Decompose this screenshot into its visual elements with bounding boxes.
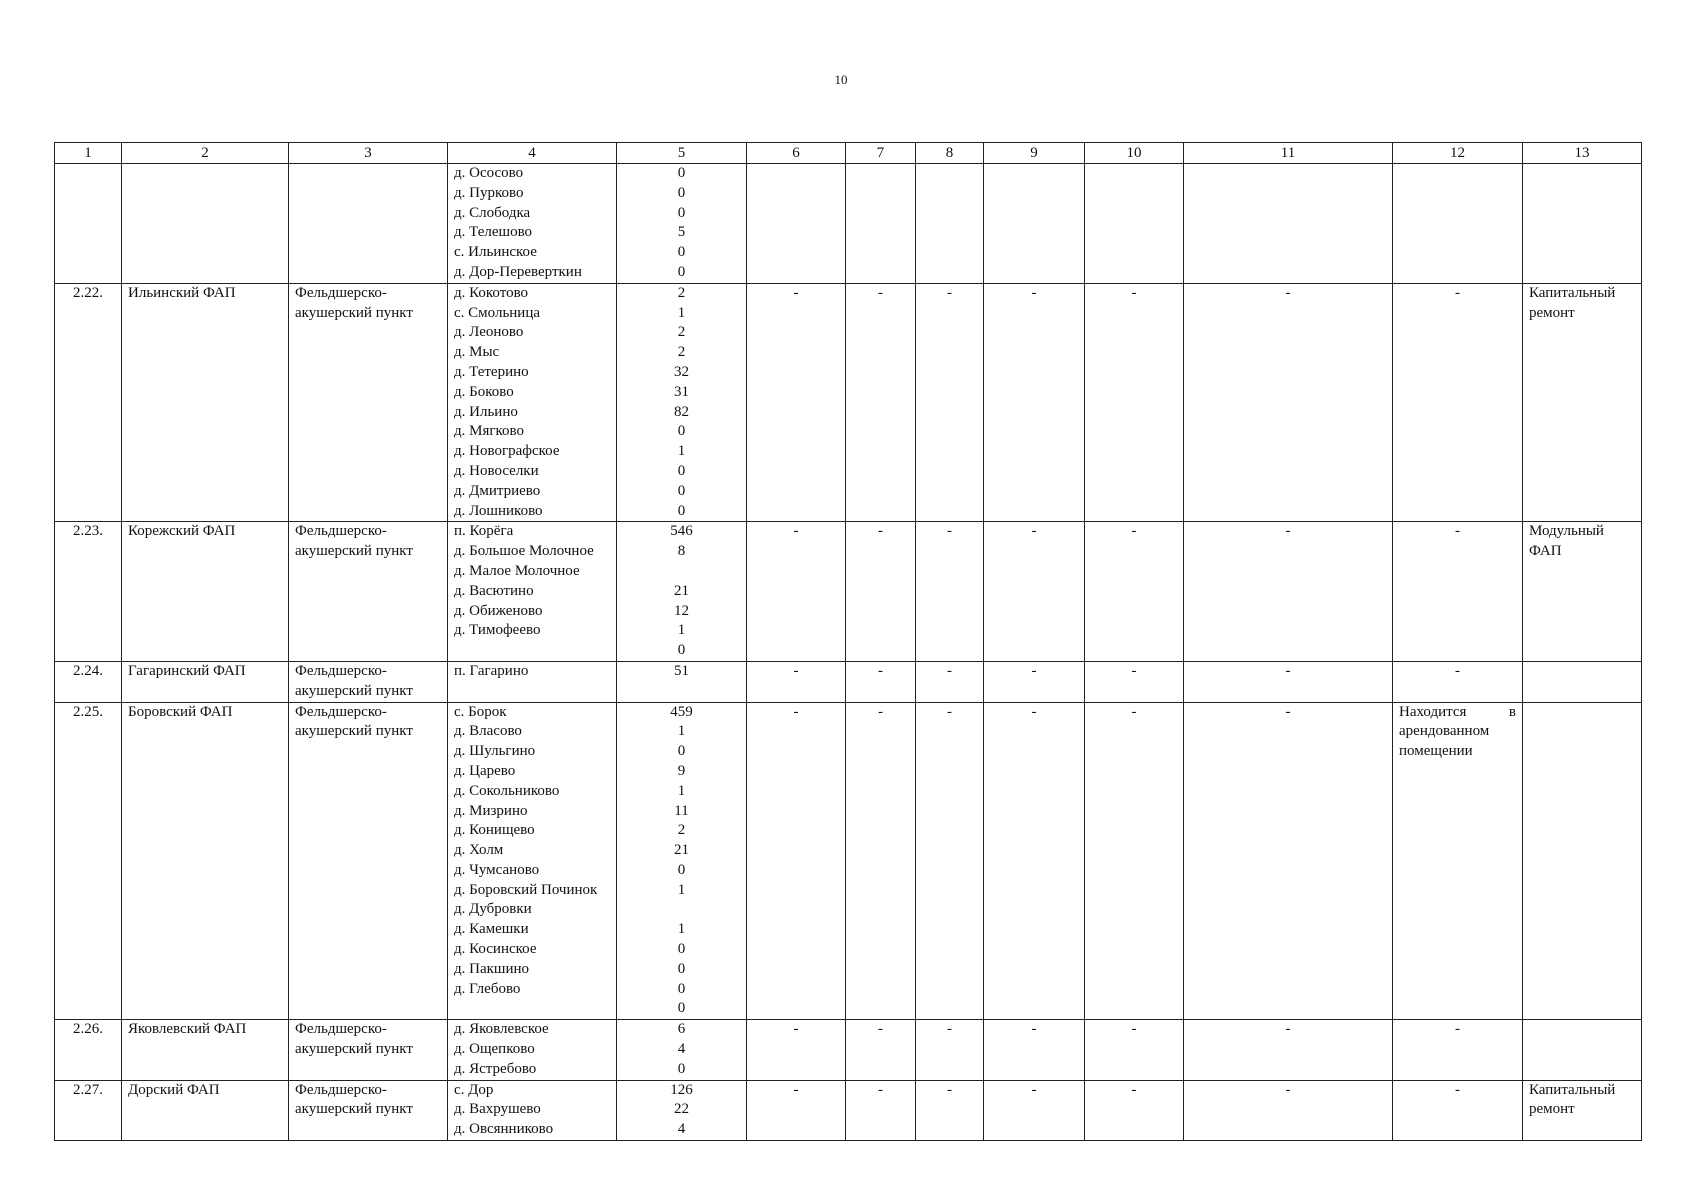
population-value: 2 [677,822,686,839]
facility-register-table [54,142,1642,1141]
values-cell [617,522,747,662]
row-number: 2.23. [55,522,122,662]
status-note-cell: Находится в арендованном помещении [1393,702,1523,1020]
settlement-name: с. Борок [454,703,507,720]
note-cell [1523,1020,1642,1080]
settlement-name: д. Дор-Переверткин [454,263,582,280]
population-value: 4 [677,1041,686,1058]
header-cell: 12 [1393,143,1523,164]
dash-cell: - [1085,1020,1184,1080]
population-value: 22 [674,1101,689,1118]
values-cell [617,283,747,522]
facility-type: Фельдшерско-акушерский пункт [289,283,448,522]
dash-cell: - [846,283,916,522]
row-number: 2.24. [55,661,122,702]
dash-cell: - [916,702,984,1020]
population-value: 0 [677,244,686,261]
population-value: 2 [677,284,686,301]
population-value: 0 [677,502,686,519]
dash-cell: - [1184,1080,1393,1140]
dash-cell: - [1393,661,1523,702]
settlement-name: д. Васютино [454,582,534,599]
header-row [55,143,1642,164]
settlement-name: д. Дубровки [454,901,532,918]
settlement-name: д. Холм [454,842,504,859]
dash-cell: - [1184,702,1393,1020]
dash-cell: - [984,702,1085,1020]
header-cell: 6 [747,143,846,164]
population-value: 0 [677,423,686,440]
dash-cell: - [747,1020,846,1080]
population-value: 1 [677,304,686,321]
dash-cell: - [846,1080,916,1140]
settlements-cell [448,1080,617,1140]
dash-cell: - [1393,1080,1523,1140]
note-cell: Модульный ФАП [1523,522,1642,662]
dash-cell: - [916,661,984,702]
dash-cell: - [846,1020,916,1080]
dash-cell: - [916,283,984,522]
population-value: 1 [677,723,686,740]
dash-cell: - [1184,522,1393,662]
population-value: 12 [674,602,689,619]
header-cell: 7 [846,143,916,164]
population-value: 0 [677,1060,686,1077]
values-cell [617,661,747,702]
dash-cell: - [916,522,984,662]
facility-name: Дорский ФАП [122,1080,289,1140]
settlement-name: п. Гагарино [454,662,529,679]
population-value: 5 [677,224,686,241]
settlements-cell [448,1020,617,1080]
population-value: 1 [677,443,686,460]
settlement-name: д. Ильино [454,403,518,420]
dash-cell: - [916,1080,984,1140]
settlement-name: д. Лошниково [454,502,543,519]
settlement-name: д. Чумсаново [454,861,540,878]
population-value: 0 [677,743,686,760]
population-value: 82 [674,403,689,420]
settlement-name: д. Кокотово [454,284,529,301]
dash-cell: - [984,1020,1085,1080]
table-row-2-23 [55,522,1642,662]
dash-cell: - [747,702,846,1020]
population-value: 2 [677,344,686,361]
facility-type: Фельдшерско-акушерский пункт [289,1020,448,1080]
population-value: 6 [677,1021,686,1038]
dash-cell: - [747,661,846,702]
dash-cell: - [747,1080,846,1140]
settlement-name: д. Новоселки [454,462,539,479]
header-cell: 10 [1085,143,1184,164]
values-cell [617,164,747,284]
settlement-name: с. Ильинское [454,244,537,261]
settlement-name: д. Камешки [454,921,529,938]
settlement-name: д. Большое Молочное [454,543,594,560]
facility-type: Фельдшерско-акушерский пункт [289,1080,448,1140]
settlement-name: д. Ощепково [454,1041,535,1058]
settlement-name: д. Мыс [454,344,500,361]
facility-name: Боровский ФАП [122,702,289,1020]
dash-cell: - [984,522,1085,662]
settlements-cell [448,661,617,702]
settlement-name: с. Смольница [454,304,541,321]
facility-name: Корежский ФАП [122,522,289,662]
population-value: 4 [677,1121,686,1138]
population-value: 126 [670,1081,693,1098]
settlement-name: д. Косинское [454,941,537,958]
table-row-continuation [55,164,1642,284]
values-cell [617,702,747,1020]
facility-type: Фельдшерско-акушерский пункт [289,661,448,702]
dash-cell: - [1085,283,1184,522]
spacer [623,900,740,920]
table-row-2-22 [55,283,1642,522]
dash-cell: - [916,1020,984,1080]
population-value: 0 [677,165,686,181]
settlement-name: п. Корёга [454,523,514,540]
settlement-name: д. Ястребово [454,1060,537,1077]
population-value: 0 [677,980,686,997]
row-number: 2.22. [55,283,122,522]
header-cell: 4 [448,143,617,164]
settlement-name: д. Боково [454,383,514,400]
settlement-name: д. Власово [454,723,522,740]
dash-cell: - [1393,1020,1523,1080]
header-cell: 2 [122,143,289,164]
population-value: 21 [674,842,689,859]
dash-cell: - [1184,661,1393,702]
note-cell [1523,702,1642,1020]
note-cell: Капитальный ремонт [1523,283,1642,522]
settlement-name: д. Шульгино [454,743,536,760]
note-cell [1523,661,1642,702]
dash-cell: - [846,522,916,662]
dash-cell: - [1085,1080,1184,1140]
population-value: 1 [677,622,686,639]
settlement-name: д. Мизрино [454,802,528,819]
population-value: 11 [674,802,689,819]
settlement-name: д. Мягково [454,423,525,440]
population-value: 0 [677,941,686,958]
note-cell: Капитальный ремонт [1523,1080,1642,1140]
settlements-cell [448,522,617,662]
dash-cell: - [846,702,916,1020]
table-row-2-25 [55,702,1642,1020]
settlement-name: д. Телешово [454,224,533,241]
table-row-2-24 [55,661,1642,702]
table-row-2-26 [55,1020,1642,1080]
settlement-name: д. Сокольниково [454,782,560,799]
population-value: 8 [677,543,686,560]
values-cell [617,1020,747,1080]
dash-cell: - [1184,283,1393,522]
settlement-name: д. Новографское [454,443,560,460]
settlement-name: д. Слободка [454,204,531,221]
facility-name: Яковлевский ФАП [122,1020,289,1080]
population-value: 21 [674,582,689,599]
settlement-name: д. Тетерино [454,363,529,380]
settlement-name: д. Боровский Починок [454,881,598,898]
header-cell: 3 [289,143,448,164]
header-cell: 8 [916,143,984,164]
population-value: 9 [677,762,686,779]
table-row-2-27 [55,1080,1642,1140]
header-cell: 9 [984,143,1085,164]
dash-cell: - [1085,661,1184,702]
settlement-name: д. Леоново [454,324,524,341]
dash-cell: - [1085,702,1184,1020]
settlement-name: д. Вахрушево [454,1101,541,1118]
population-value: 1 [677,881,686,898]
header-cell: 5 [617,143,747,164]
dash-cell: - [1393,522,1523,662]
population-value: 0 [677,960,686,977]
population-value: 51 [674,662,689,679]
settlement-name: д. Глебово [454,980,521,997]
population-value: 0 [677,1000,686,1017]
dash-cell: - [1184,1020,1393,1080]
row-number: 2.27. [55,1080,122,1140]
population-value: 0 [677,204,686,221]
facility-type: Фельдшерско-акушерский пункт [289,702,448,1020]
settlement-name: д. Ососово [454,165,524,181]
population-value: 0 [677,482,686,499]
settlement-name: д. Овсянниково [454,1121,554,1138]
dash-cell: - [984,661,1085,702]
settlement-name: с. Дор [454,1081,494,1098]
population-value: 1 [677,782,686,799]
header-cell: 1 [55,143,122,164]
population-value: 546 [670,523,693,540]
facility-type: Фельдшерско-акушерский пункт [289,522,448,662]
population-value: 0 [677,642,686,659]
dash-cell: - [1393,283,1523,522]
settlement-name: д. Тимофеево [454,622,541,639]
settlement-name: д. Царево [454,762,516,779]
population-value: 459 [670,703,693,720]
settlement-name: д. Малое Молочное [454,562,580,579]
facility-name: Гагаринский ФАП [122,661,289,702]
settlement-name: д. Яковлевское [454,1021,549,1038]
spacer [623,562,740,582]
dash-cell: - [984,283,1085,522]
population-value: 32 [674,363,689,380]
dash-cell: - [984,1080,1085,1140]
settlements-cell [448,283,617,522]
population-value: 0 [677,263,686,280]
population-value: 0 [677,861,686,878]
page-number: 10 [834,72,848,87]
header-cell: 13 [1523,143,1642,164]
population-value: 0 [677,184,686,201]
values-cell [617,1080,747,1140]
settlement-name: д. Обиженово [454,602,543,619]
settlement-name: д. Конищево [454,822,535,839]
dash-cell: - [747,283,846,522]
dash-cell: - [747,522,846,662]
facility-name: Ильинский ФАП [122,283,289,522]
settlements-cell [448,164,617,284]
settlements-cell [448,702,617,1020]
dash-cell: - [846,661,916,702]
header-cell: 11 [1184,143,1393,164]
row-number: 2.26. [55,1020,122,1080]
row-number: 2.25. [55,702,122,1020]
settlement-name: д. Пурково [454,184,524,201]
settlement-name: д. Дмитриево [454,482,541,499]
dash-cell: - [1085,522,1184,662]
population-value: 2 [677,324,686,341]
population-value: 0 [677,462,686,479]
population-value: 31 [674,383,689,400]
settlement-name: д. Пакшино [454,960,530,977]
population-value: 1 [677,921,686,938]
